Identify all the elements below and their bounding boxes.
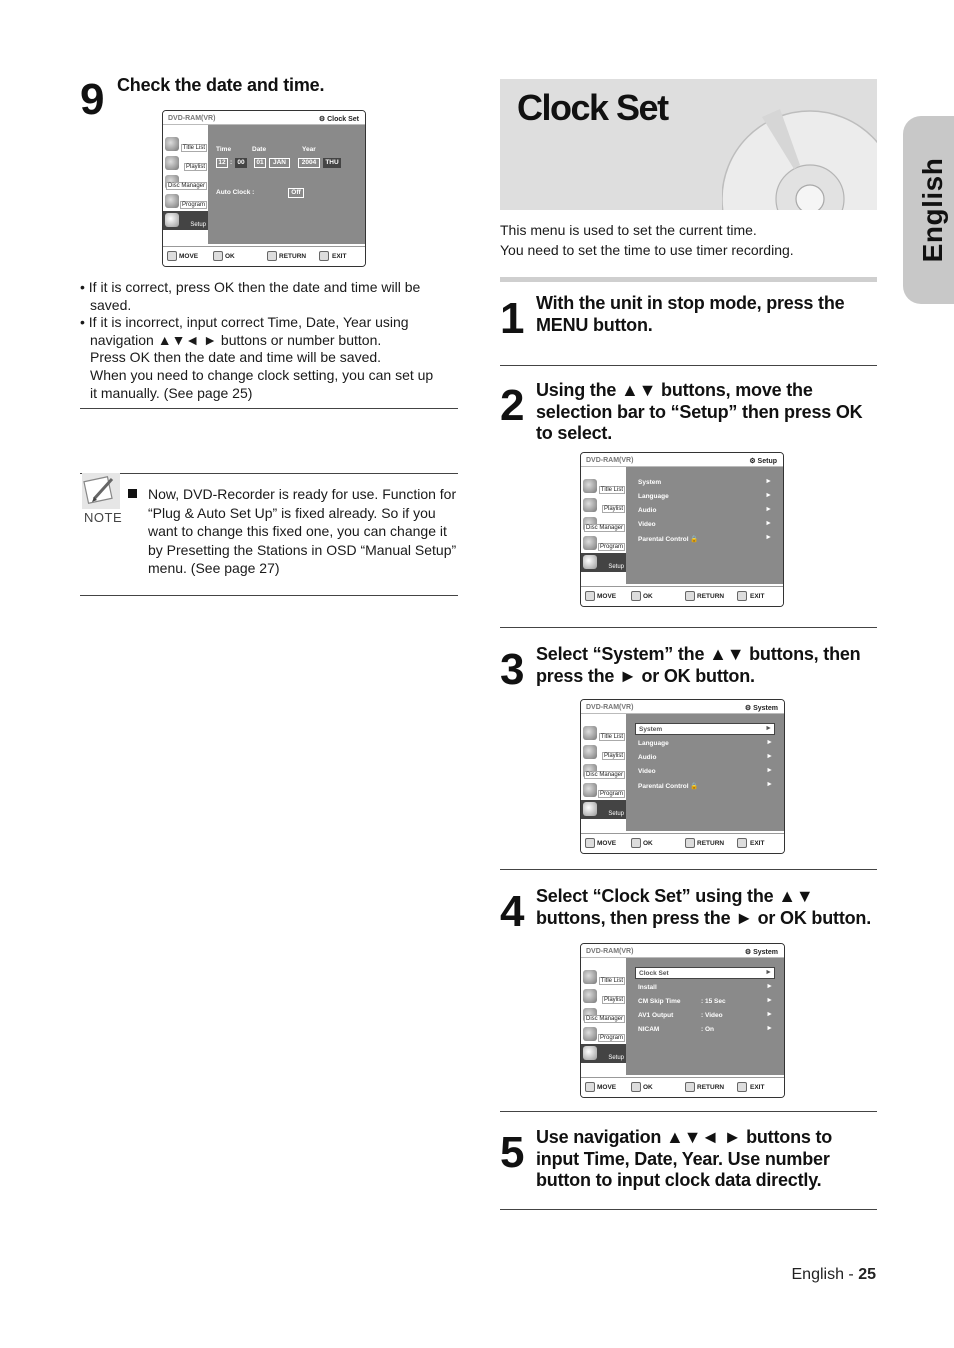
menu-item: AV1 Output : Video ► xyxy=(638,1011,773,1019)
bullet-line: • If it is correct, press OK then the date and time will be xyxy=(80,279,421,295)
menu-item: Video ► xyxy=(638,520,772,528)
note-line: Now, DVD-Recorder is ready for use. Function for xyxy=(148,486,457,502)
ok-icon xyxy=(213,251,223,261)
osd-footer: MOVE OK RETURN EXIT xyxy=(581,1077,784,1097)
footer-text: English - xyxy=(791,1266,859,1283)
setup-icon xyxy=(583,555,597,569)
pencil-note-icon xyxy=(82,473,120,509)
divider xyxy=(500,1111,877,1112)
osd-header: DVD-RAM(VR) ⚙ System xyxy=(581,700,784,714)
divider xyxy=(500,1209,877,1210)
osd-header: DVD-RAM(VR) ⚙ System xyxy=(581,944,784,958)
return-icon xyxy=(267,251,277,261)
osd-sidebar xyxy=(163,125,208,243)
setup-icon xyxy=(165,213,179,227)
title-list-icon xyxy=(583,479,597,493)
divider-bar xyxy=(500,277,877,282)
move-icon xyxy=(585,838,595,848)
return-icon xyxy=(685,838,695,848)
ok-icon xyxy=(631,1082,641,1092)
section-header xyxy=(500,79,877,210)
osd-sidebar: Title List Playlist Disc Manager Program Setup xyxy=(581,467,626,585)
exit-icon xyxy=(737,838,747,848)
menu-item: Parental Control 🔒 ► xyxy=(638,534,772,543)
osd-sidebar-program: Program xyxy=(163,192,208,211)
menu-item: Video ► xyxy=(638,767,773,775)
osd-sidebar: Title List Playlist Disc Manager Program Setup xyxy=(581,958,626,1076)
program-icon xyxy=(583,536,597,550)
osd-footer: MOVE OK RETURN EXIT xyxy=(581,586,783,606)
square-bullet-icon xyxy=(128,489,137,498)
menu-item: CM Skip Time : 15 Sec ► xyxy=(638,997,773,1005)
menu-item: System ► xyxy=(638,478,772,486)
program-icon xyxy=(583,783,597,797)
auto-clock-label: Auto Clock : xyxy=(216,189,255,196)
return-icon xyxy=(685,591,695,601)
title-list-icon xyxy=(165,137,179,151)
time-colon: : xyxy=(230,159,233,166)
step-9-bullets xyxy=(80,279,460,402)
osd-sidebar-setup: Setup xyxy=(163,211,208,230)
osd-clock-set xyxy=(162,110,366,267)
menu-item: Language ► xyxy=(638,492,772,500)
language-tab xyxy=(903,116,954,304)
divider xyxy=(80,595,458,596)
osd-sidebar-playlist: Playlist xyxy=(163,154,208,173)
program-icon xyxy=(165,194,179,208)
step-1-heading: With the unit in stop mode, press the MENU button. xyxy=(536,293,845,335)
time-label: Time xyxy=(216,146,232,153)
month-field: JAN xyxy=(269,158,290,168)
return-icon xyxy=(685,1082,695,1092)
title-list-icon xyxy=(583,970,597,984)
osd-system-menu xyxy=(580,699,785,854)
note-label: NOTE xyxy=(84,510,123,525)
step-2-heading: Using the ▲▼ buttons, move the selection bar to “Setup” then press OK to select. xyxy=(536,380,863,443)
bullet-line: • If it is incorrect, input correct Time, Date, Year using xyxy=(80,314,409,331)
step-5-heading: Use navigation ▲▼◄ ► buttons to input Time, Date, Year. Use number button to input clock data directly. xyxy=(536,1127,833,1190)
note-text xyxy=(128,485,458,578)
osd-header xyxy=(163,111,365,125)
playlist-icon xyxy=(165,156,179,170)
menu-item: Audio ► xyxy=(638,753,773,761)
divider xyxy=(500,869,877,870)
osd-system-clock-menu xyxy=(580,943,785,1098)
bullet-line: When you need to change clock setting, you can set up xyxy=(90,366,434,383)
bullet-line: saved. xyxy=(90,296,132,313)
ok-icon xyxy=(631,591,641,601)
program-icon xyxy=(583,1027,597,1041)
setup-icon xyxy=(583,802,597,816)
auto-clock-field: Off xyxy=(288,188,304,198)
year-label: Year xyxy=(302,146,316,153)
playlist-icon xyxy=(583,498,597,512)
menu-item: NICAM : On ► xyxy=(638,1025,773,1033)
step-4-number: 4 xyxy=(500,887,523,936)
osd-main-panel xyxy=(626,714,784,831)
page-number: 25 xyxy=(858,1266,876,1283)
move-icon xyxy=(585,591,595,601)
step-5-number: 5 xyxy=(500,1128,523,1177)
osd-device-label: DVD-RAM(VR) xyxy=(168,115,216,122)
divider xyxy=(500,627,877,628)
move-icon xyxy=(167,251,177,261)
day-field: 01 xyxy=(254,158,266,168)
note-line: by Presetting the Stations in OSD “Manual Setup” xyxy=(148,541,457,558)
divider xyxy=(80,408,458,409)
osd-setup-menu xyxy=(580,452,784,607)
note-line: menu. (See page 27) xyxy=(148,560,280,577)
weekday-field: THU xyxy=(323,158,341,168)
menu-item-selected: System ► xyxy=(635,723,775,735)
osd-sidebar-title-list: Title List xyxy=(163,135,208,154)
playlist-icon xyxy=(583,745,597,759)
bullet-line: Press OK then the date and time will be saved. xyxy=(90,349,382,366)
osd-sidebar: Title List Playlist Disc Manager Program Setup xyxy=(581,714,626,832)
year-field: 2004 xyxy=(298,158,320,168)
step-2-number: 2 xyxy=(500,381,523,430)
bullet-line: it manually. (See page 25) xyxy=(90,384,253,401)
page-footer xyxy=(792,1266,877,1284)
menu-item: Language ► xyxy=(638,739,773,747)
menu-item: Audio ► xyxy=(638,506,772,514)
divider xyxy=(80,473,458,474)
osd-footer: MOVE OK RETURN EXIT xyxy=(581,833,784,853)
osd-main-panel xyxy=(626,958,784,1075)
menu-item-selected: Clock Set ► xyxy=(635,967,775,979)
step-4-heading: Select “Clock Set” using the ▲▼ buttons, then press the ► or OK button. xyxy=(536,886,871,928)
intro-text xyxy=(500,221,794,260)
exit-icon xyxy=(319,251,329,261)
exit-icon xyxy=(737,591,747,601)
minute-field: 00 xyxy=(235,158,247,168)
osd-footer: MOVE OK RETURN EXIT xyxy=(163,246,365,266)
divider xyxy=(500,365,877,366)
move-icon xyxy=(585,1082,595,1092)
playlist-icon xyxy=(583,989,597,1003)
exit-icon xyxy=(737,1082,747,1092)
note-line: “Plug & Auto Set Up” is fixed already. So if you xyxy=(148,504,436,521)
osd-main-panel xyxy=(626,467,783,584)
language-tab-label: English xyxy=(917,157,948,263)
step-9-heading: Check the date and time. xyxy=(117,75,325,95)
page-title: Clock Set xyxy=(517,87,668,128)
ok-icon xyxy=(631,838,641,848)
step-9-number: 9 xyxy=(80,75,103,124)
intro-line: This menu is used to set the current time. xyxy=(500,222,757,238)
osd-screen-title: ⚙ Clock Set xyxy=(318,116,359,123)
step-1-number: 1 xyxy=(500,294,523,343)
osd-main-panel xyxy=(208,125,365,244)
menu-item: Parental Control 🔒 ► xyxy=(638,781,773,790)
hour-field: 12 xyxy=(216,158,228,168)
note-line: want to change this fixed one, you can change it xyxy=(148,523,447,540)
intro-line: You need to set the time to use timer recording. xyxy=(500,241,794,258)
date-label: Date xyxy=(252,146,267,153)
menu-item: Install ► xyxy=(638,983,773,991)
bullet-line: navigation ▲▼◄ ► buttons or number button. xyxy=(90,331,382,348)
disc-icon xyxy=(722,103,877,210)
step-3-number: 3 xyxy=(500,645,523,694)
title-list-icon xyxy=(583,726,597,740)
osd-header: DVD-RAM(VR) ⚙ Setup xyxy=(581,453,783,467)
step-3-heading: Select “System” the ▲▼ buttons, then press the ► or OK button. xyxy=(536,644,861,686)
setup-icon xyxy=(583,1046,597,1060)
osd-sidebar-disc-manager: Disc Manager xyxy=(163,173,208,192)
